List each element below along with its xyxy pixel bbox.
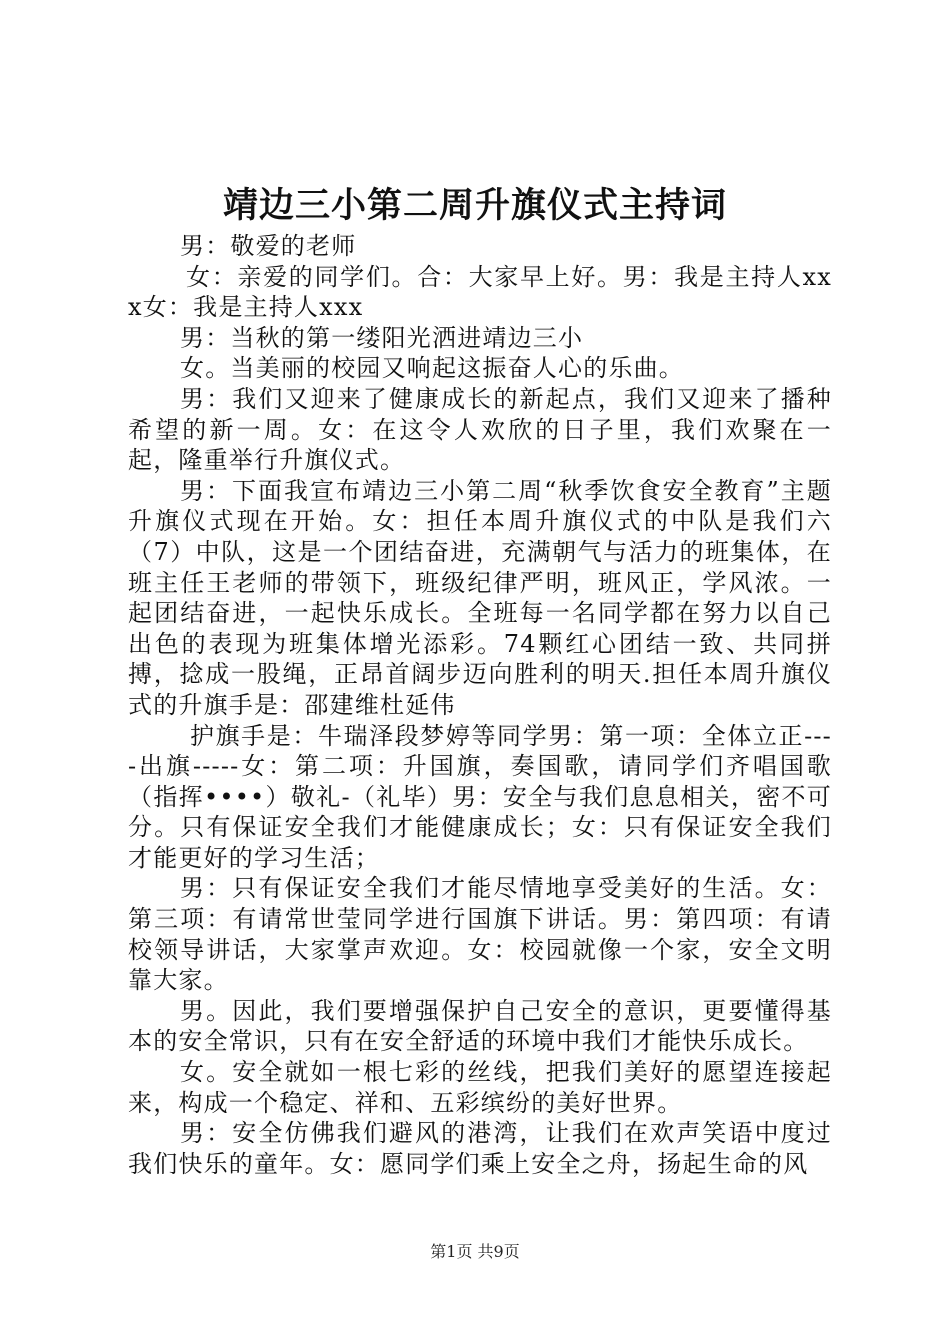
paragraph: 男：下面我宣布靖边三小第二周“秋季饮食安全教育”主题升旗仪式现在开始。女：担任本周升旗仪式的中队是我们六（7）中队，这是一个团结奋进，充满朝气与活力的班集体，在班主任王老师的带领下，班级纪律严明，班风正，学风浓。一起团结奋进，一起快乐成长。全班每一名同学都在努力以自己出色的表现为班集体增光添彩。74颗红心团结一致、共同拼搏，捻成一股绳，正昂首阔步迈向胜利的明天.担任本周升旗仪式的升旗手是：邵建维杜延伟: [128, 476, 832, 719]
paragraph: 男：我们又迎来了健康成长的新起点，我们又迎来了播种希望的新一周。女：在这令人欢欣的日子里，我们欢聚在一起，隆重举行升旗仪式。: [128, 384, 832, 475]
paragraph: 女。安全就如一根七彩的丝线，把我们美好的愿望连接起来，构成一个稳定、祥和、五彩缤纷的美好世界。: [128, 1058, 832, 1117]
paragraph: 男：只有保证安全我们才能尽情地享受美好的生活。女：第三项：有请常世莹同学进行国旗下讲话。男：第四项：有请校领导讲话，大家掌声欢迎。女：校园就像一个家，安全文明靠大家。: [128, 874, 832, 995]
paragraph: 女：亲爱的同学们。合：大家早上好。男：我是主持人xxx女：我是主持人xxx: [128, 262, 832, 322]
document-title: 靖边三小第二周升旗仪式主持词: [222, 185, 727, 226]
paragraph: 男。因此，我们要增强保护自己安全的意识，更要懂得基本的安全常识，只有在安全舒适的环境中我们才能快乐成长。: [128, 996, 832, 1056]
paragraph: 男：当秋的第一缕阳光洒进靖边三小: [180, 323, 584, 352]
document-body: [128, 231, 832, 1179]
page-number: 第1页 共9页: [430, 1242, 520, 1261]
paragraph: 护旗手是：牛瑞泽段梦婷等同学男：第一项：全体立正----出旗-----女：第二项：升国旗，奏国歌，请同学们齐唱国歌（指挥••••）敬礼-（礼毕）男：安全与我们息息相关，密不可分。只有保证安全我们才能健康成长；女：只有保证安全我们才能更好的学习生活；: [128, 721, 832, 872]
paragraph: 男：安全仿佛我们避风的港湾，让我们在欢声笑语中度过我们快乐的童年。女：愿同学们乘上安全之舟，扬起生命的风: [128, 1119, 832, 1178]
paragraph: 女。当美丽的校园又响起这振奋人心的乐曲。: [180, 354, 684, 383]
paragraph: 男：敬爱的老师: [180, 232, 357, 260]
